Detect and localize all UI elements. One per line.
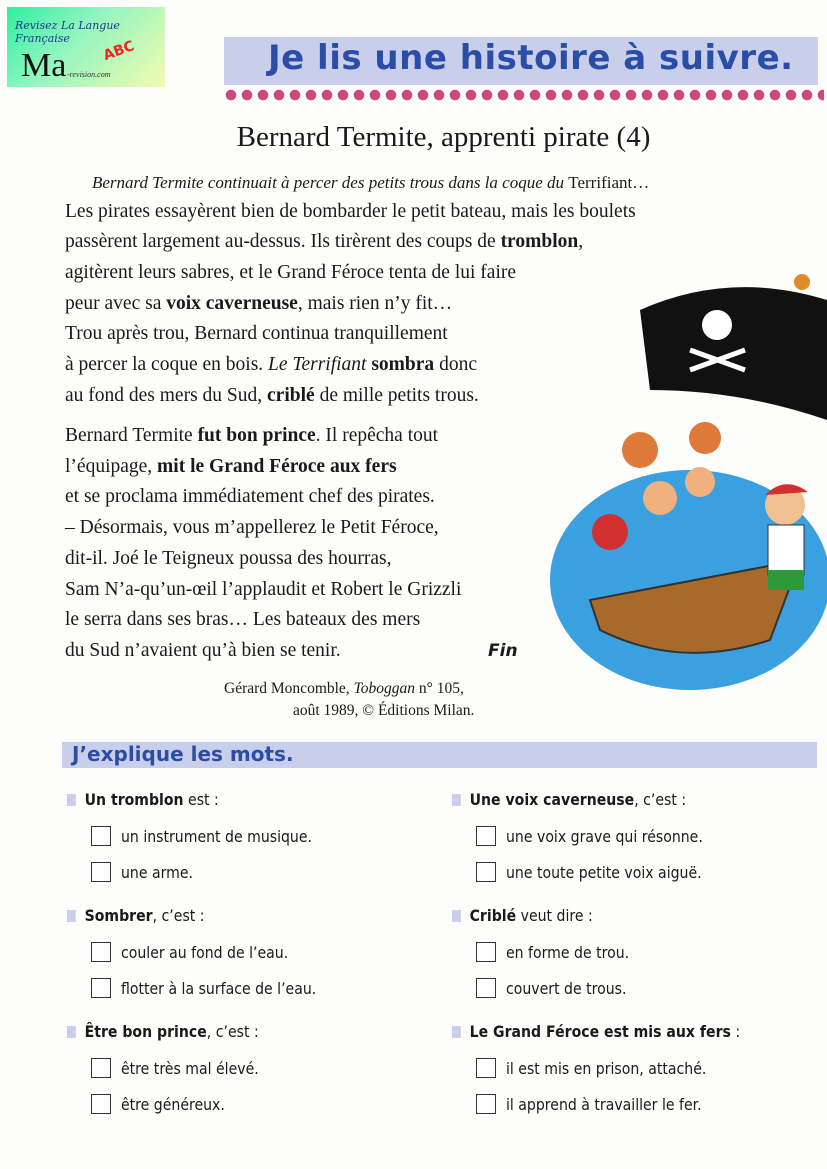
story-line xyxy=(65,486,435,508)
text-segment: tromblon xyxy=(500,231,579,252)
story-line xyxy=(65,323,448,345)
text-segment: Sombrer xyxy=(84,906,153,925)
story-line xyxy=(65,293,452,315)
text-segment: . Il repêcha tout xyxy=(315,425,439,446)
text-segment: Gérard Moncomble, xyxy=(224,680,354,697)
option-label: couler au fond de l’eau. xyxy=(121,942,289,962)
text-segment: Bernard Termite xyxy=(65,425,198,446)
option-label: une voix grave qui résonne. xyxy=(506,826,703,846)
logo-brand: Ma xyxy=(21,47,67,84)
logo-site: -revision.com xyxy=(67,70,111,79)
story-line xyxy=(65,201,636,223)
text-segment: de mille petits trous. xyxy=(314,385,479,406)
checkbox[interactable] xyxy=(476,862,496,882)
answer-option[interactable] xyxy=(91,862,203,882)
answer-option[interactable] xyxy=(476,978,643,998)
question-prompt xyxy=(452,790,686,809)
text-segment: à percer la coque en bois. xyxy=(65,354,269,375)
story-line xyxy=(65,354,477,376)
text-segment: mit le Grand Féroce aux fers xyxy=(157,456,397,477)
story-line xyxy=(65,517,439,539)
text-segment: passèrent largement au-dessus. Ils tirèrent des coups de xyxy=(65,231,501,252)
text-segment: l’équipage, xyxy=(65,456,158,477)
bullet-square-icon xyxy=(67,794,76,806)
story-line xyxy=(65,640,341,662)
credit-line-1 xyxy=(224,680,464,698)
dot-divider xyxy=(224,88,824,102)
text-segment: , c’est : xyxy=(634,790,687,809)
checkbox[interactable] xyxy=(476,1094,496,1114)
text-segment: : xyxy=(730,1022,741,1041)
prompt-text xyxy=(85,906,205,925)
story-line xyxy=(65,456,397,478)
story-intro xyxy=(92,173,649,193)
text-segment: , c’est : xyxy=(206,1022,259,1041)
answer-option[interactable] xyxy=(91,1058,278,1078)
answer-option[interactable] xyxy=(476,862,728,882)
text-segment: Un tromblon xyxy=(84,790,184,809)
prompt-text xyxy=(470,790,687,809)
pirate-illustration xyxy=(540,270,827,710)
answer-option[interactable] xyxy=(476,826,730,846)
prompt-text xyxy=(470,1022,741,1041)
text-segment: Criblé xyxy=(469,906,517,925)
option-label: il est mis en prison, attaché. xyxy=(506,1058,707,1078)
checkbox[interactable] xyxy=(476,978,496,998)
text-segment: peur avec sa xyxy=(65,293,167,314)
text-segment: est : xyxy=(183,790,219,809)
text-segment: août 1989, © Éditions Milan. xyxy=(293,702,475,719)
checkbox[interactable] xyxy=(91,1094,111,1114)
checkbox[interactable] xyxy=(91,826,111,846)
text-segment: Terrifiant… xyxy=(568,173,650,192)
prompt-text xyxy=(470,906,593,925)
text-segment: Toboggan xyxy=(353,680,416,697)
checkbox[interactable] xyxy=(91,1058,111,1078)
answer-option[interactable] xyxy=(476,942,646,962)
checkbox[interactable] xyxy=(91,862,111,882)
checkbox[interactable] xyxy=(91,942,111,962)
text-segment: – Désormais, vous m’appellerez le Petit Féroce, xyxy=(65,517,439,538)
text-segment: voix caverneuse xyxy=(166,293,298,314)
answer-option[interactable] xyxy=(476,1094,728,1114)
text-segment: agitèrent leurs sabres, et le Grand Féroce tenta de lui faire xyxy=(65,262,517,283)
text-segment: Une voix caverneuse xyxy=(469,790,635,809)
text-segment: veut dire : xyxy=(516,906,593,925)
story-end: Fin xyxy=(488,641,518,661)
story-line xyxy=(65,262,516,284)
text-segment: fut bon prince xyxy=(197,425,316,446)
text-segment: n° 105, xyxy=(415,680,464,697)
site-logo xyxy=(7,7,165,87)
option-label: être très mal élevé. xyxy=(121,1058,259,1078)
checkbox[interactable] xyxy=(476,826,496,846)
story-line xyxy=(65,548,391,570)
story-line xyxy=(65,609,420,631)
question-prompt xyxy=(452,906,593,925)
skull-icon xyxy=(702,310,732,340)
story-line xyxy=(65,385,479,407)
text-segment: criblé xyxy=(267,385,315,406)
text-segment: Le Terrifiant xyxy=(268,354,367,375)
option-label: être généreux. xyxy=(121,1094,225,1114)
text-segment: sombra xyxy=(371,354,435,375)
text-segment: Trou après trou, Bernard continua tranquillement xyxy=(65,323,448,344)
answer-option[interactable] xyxy=(91,1094,239,1114)
answer-option[interactable] xyxy=(476,1058,734,1078)
text-segment: , xyxy=(578,231,584,252)
text-segment: donc xyxy=(434,354,477,375)
option-label: en forme de trou. xyxy=(506,942,630,962)
bullet-square-icon xyxy=(452,910,461,922)
logo-badge: ABC xyxy=(101,38,137,64)
story-title: Bernard Termite, apprenti pirate (4) xyxy=(236,121,651,153)
text-segment: Être bon prince xyxy=(84,1022,207,1041)
checkbox[interactable] xyxy=(476,942,496,962)
prompt-text xyxy=(85,790,219,809)
bullet-square-icon xyxy=(452,794,461,806)
text-segment: Sam N’a-qu’un-œil l’applaudit et Robert le Grizzli xyxy=(65,579,462,600)
question-prompt xyxy=(452,1022,740,1041)
question-prompt xyxy=(67,906,205,925)
credit-line-2 xyxy=(293,702,474,720)
text-segment: le serra dans ses bras… Les bateaux des mers xyxy=(65,609,421,630)
text-segment: , mais rien n’y fit… xyxy=(297,293,453,314)
question-prompt xyxy=(67,790,219,809)
answer-option[interactable] xyxy=(91,942,311,962)
story-line xyxy=(65,579,461,601)
option-label: un instrument de musique. xyxy=(121,826,312,846)
option-label: une toute petite voix aiguë. xyxy=(506,862,702,882)
text-segment: du Sud n’avaient qu’à bien se tenir. xyxy=(65,640,341,661)
question-prompt xyxy=(67,1022,259,1041)
option-label: il apprend à travailler le fer. xyxy=(506,1094,702,1114)
bullet-square-icon xyxy=(452,1026,461,1038)
text-segment: dit-il. Joé le Teigneux poussa des hourras, xyxy=(65,548,392,569)
story-line xyxy=(65,425,438,447)
text-segment: , c’est : xyxy=(152,906,205,925)
banner-title: Je lis une histoire à suivre. xyxy=(268,38,794,78)
option-label: couvert de trous. xyxy=(506,978,627,998)
option-label: flotter à la surface de l’eau. xyxy=(121,978,317,998)
answer-option[interactable] xyxy=(91,826,338,846)
text-segment: et se proclama immédiatement chef des pirates. xyxy=(65,486,435,507)
text-segment: Le Grand Féroce est mis aux fers xyxy=(469,1022,731,1041)
bullet-square-icon xyxy=(67,1026,76,1038)
checkbox[interactable] xyxy=(91,978,111,998)
text-segment: Bernard Termite continuait à percer des petits trous dans la coque du xyxy=(92,173,569,192)
text-segment: au fond des mers du Sud, xyxy=(65,385,268,406)
checkbox[interactable] xyxy=(476,1058,496,1078)
story-line xyxy=(65,231,583,253)
logo-tagline: Revisez La Langue Française xyxy=(15,19,120,45)
text-segment: Les pirates essayèrent bien de bombarder le petit bateau, mais les boulets xyxy=(65,201,636,222)
option-label: une arme. xyxy=(121,862,194,882)
bullet-square-icon xyxy=(67,910,76,922)
prompt-text xyxy=(85,1022,259,1041)
answer-option[interactable] xyxy=(91,978,343,998)
vocab-title: J’explique les mots. xyxy=(72,742,294,766)
